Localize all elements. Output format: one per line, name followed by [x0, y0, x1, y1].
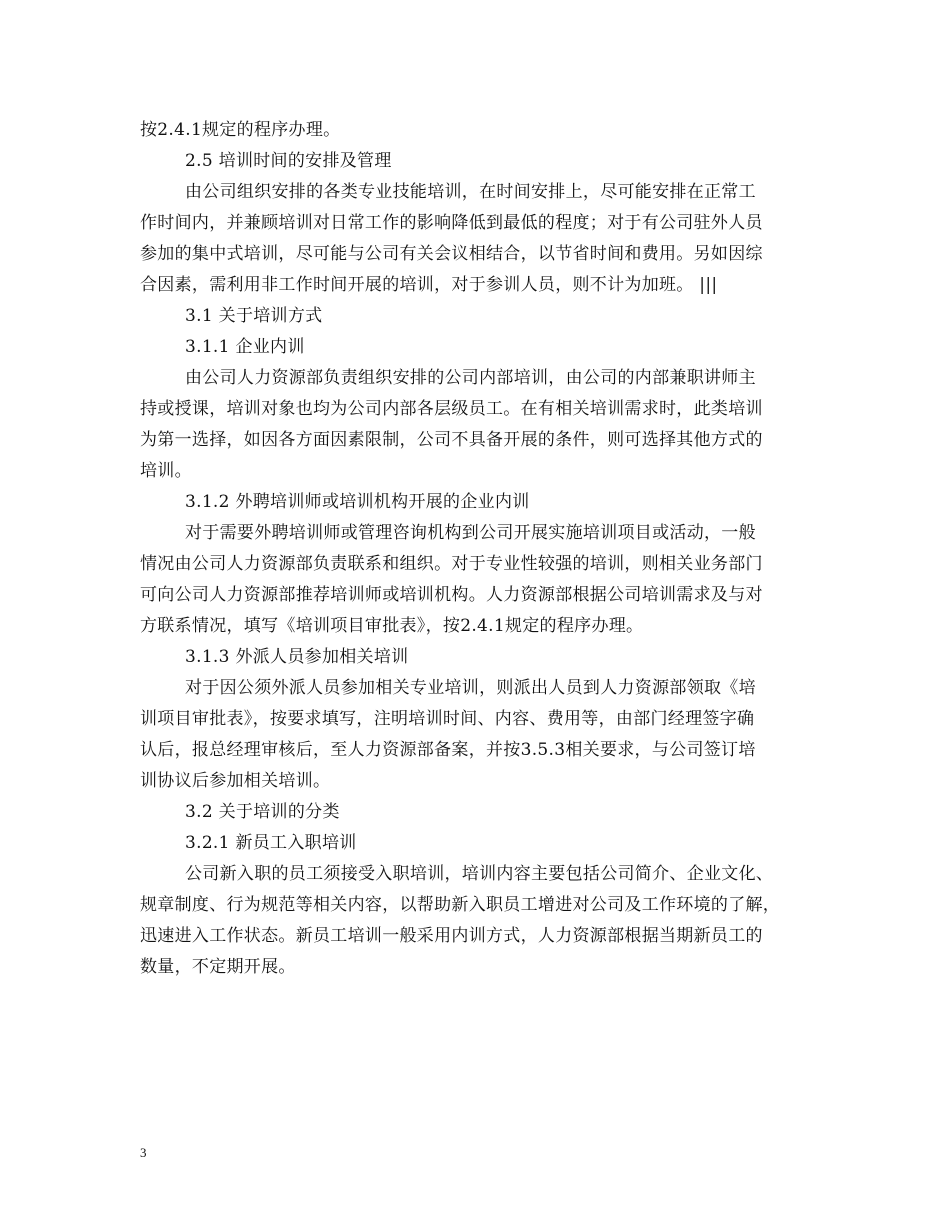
section-heading: 3.1.1 企业内训	[185, 337, 305, 357]
text-line: 认后，报总经理审核后，至人力资源部备案，并按3.5.3相关要求，与公司签订培	[140, 740, 756, 760]
text-line: 由公司人力资源部负责组织安排的公司内部培训，由公司的内部兼职讲师主	[185, 368, 756, 388]
text-line: 迅速进入工作状态。新员工培训一般采用内训方式，人力资源部根据当期新员工的	[140, 926, 763, 946]
text-line: 合因素，需利用非工作时间开展的培训，对于参训人员，则不计为加班。 |||	[140, 275, 718, 295]
section-heading: 3.2 关于培训的分类	[185, 802, 340, 822]
text-line: 按2.4.1规定的程序办理。	[140, 120, 341, 140]
text-line: 方联系情况，填写《培训项目审批表》，按2.4.1规定的程序办理。	[140, 616, 644, 636]
text-line: 持或授课，培训对象也均为公司内部各层级员工。在有相关培训需求时，此类培训	[140, 399, 763, 419]
text-line: 对于因公须外派人员参加相关专业培训，则派出人员到人力资源部领取《培	[185, 678, 756, 698]
section-heading: 2.5 培训时间的安排及管理	[185, 151, 392, 171]
text-line: 训项目审批表》，按要求填写，注明培训时间、内容、费用等，由部门经理签字确	[140, 709, 755, 729]
section-heading: 3.1.3 外派人员参加相关培训	[185, 647, 409, 667]
text-line: 情况由公司人力资源部负责联系和组织。对于专业性较强的培训，则相关业务部门	[140, 554, 763, 574]
page-number: 3	[140, 1145, 147, 1160]
text-line: 规章制度、行为规范等相关内容，以帮助新入职员工增进对公司及工作环境的了解，	[140, 895, 781, 915]
document-body	[140, 115, 812, 983]
section-heading: 3.1 关于培训方式	[185, 306, 323, 326]
text-line: 数量，不定期开展。	[140, 957, 296, 977]
text-line: 对于需要外聘培训师或管理咨询机构到公司开展实施培训项目或活动，一般	[185, 523, 756, 543]
text-line: 可向公司人力资源部推荐培训师或培训机构。人力资源部根据公司培训需求及与对	[140, 585, 763, 605]
text-line: 参加的集中式培训，尽可能与公司有关会议相结合，以节省时间和费用。另如因综	[140, 244, 763, 264]
section-heading: 3.2.1 新员工入职培训	[185, 833, 357, 853]
text-line: 公司新入职的员工须接受入职培训，培训内容主要包括公司简介、企业文化、	[185, 864, 774, 884]
text-line: 由公司组织安排的各类专业技能培训，在时间安排上，尽可能安排在正常工	[185, 182, 756, 202]
section-heading: 3.1.2 外聘培训师或培训机构开展的企业内训	[185, 492, 530, 512]
text-line: 作时间内，并兼顾培训对日常工作的影响降低到最低的程度；对于有公司驻外人员	[140, 213, 763, 233]
text-line: 训协议后参加相关培训。	[140, 771, 331, 791]
text-line: 培训。	[140, 461, 192, 481]
text-line: 为第一选择，如因各方面因素限制，公司不具备开展的条件，则可选择其他方式的	[140, 430, 763, 450]
